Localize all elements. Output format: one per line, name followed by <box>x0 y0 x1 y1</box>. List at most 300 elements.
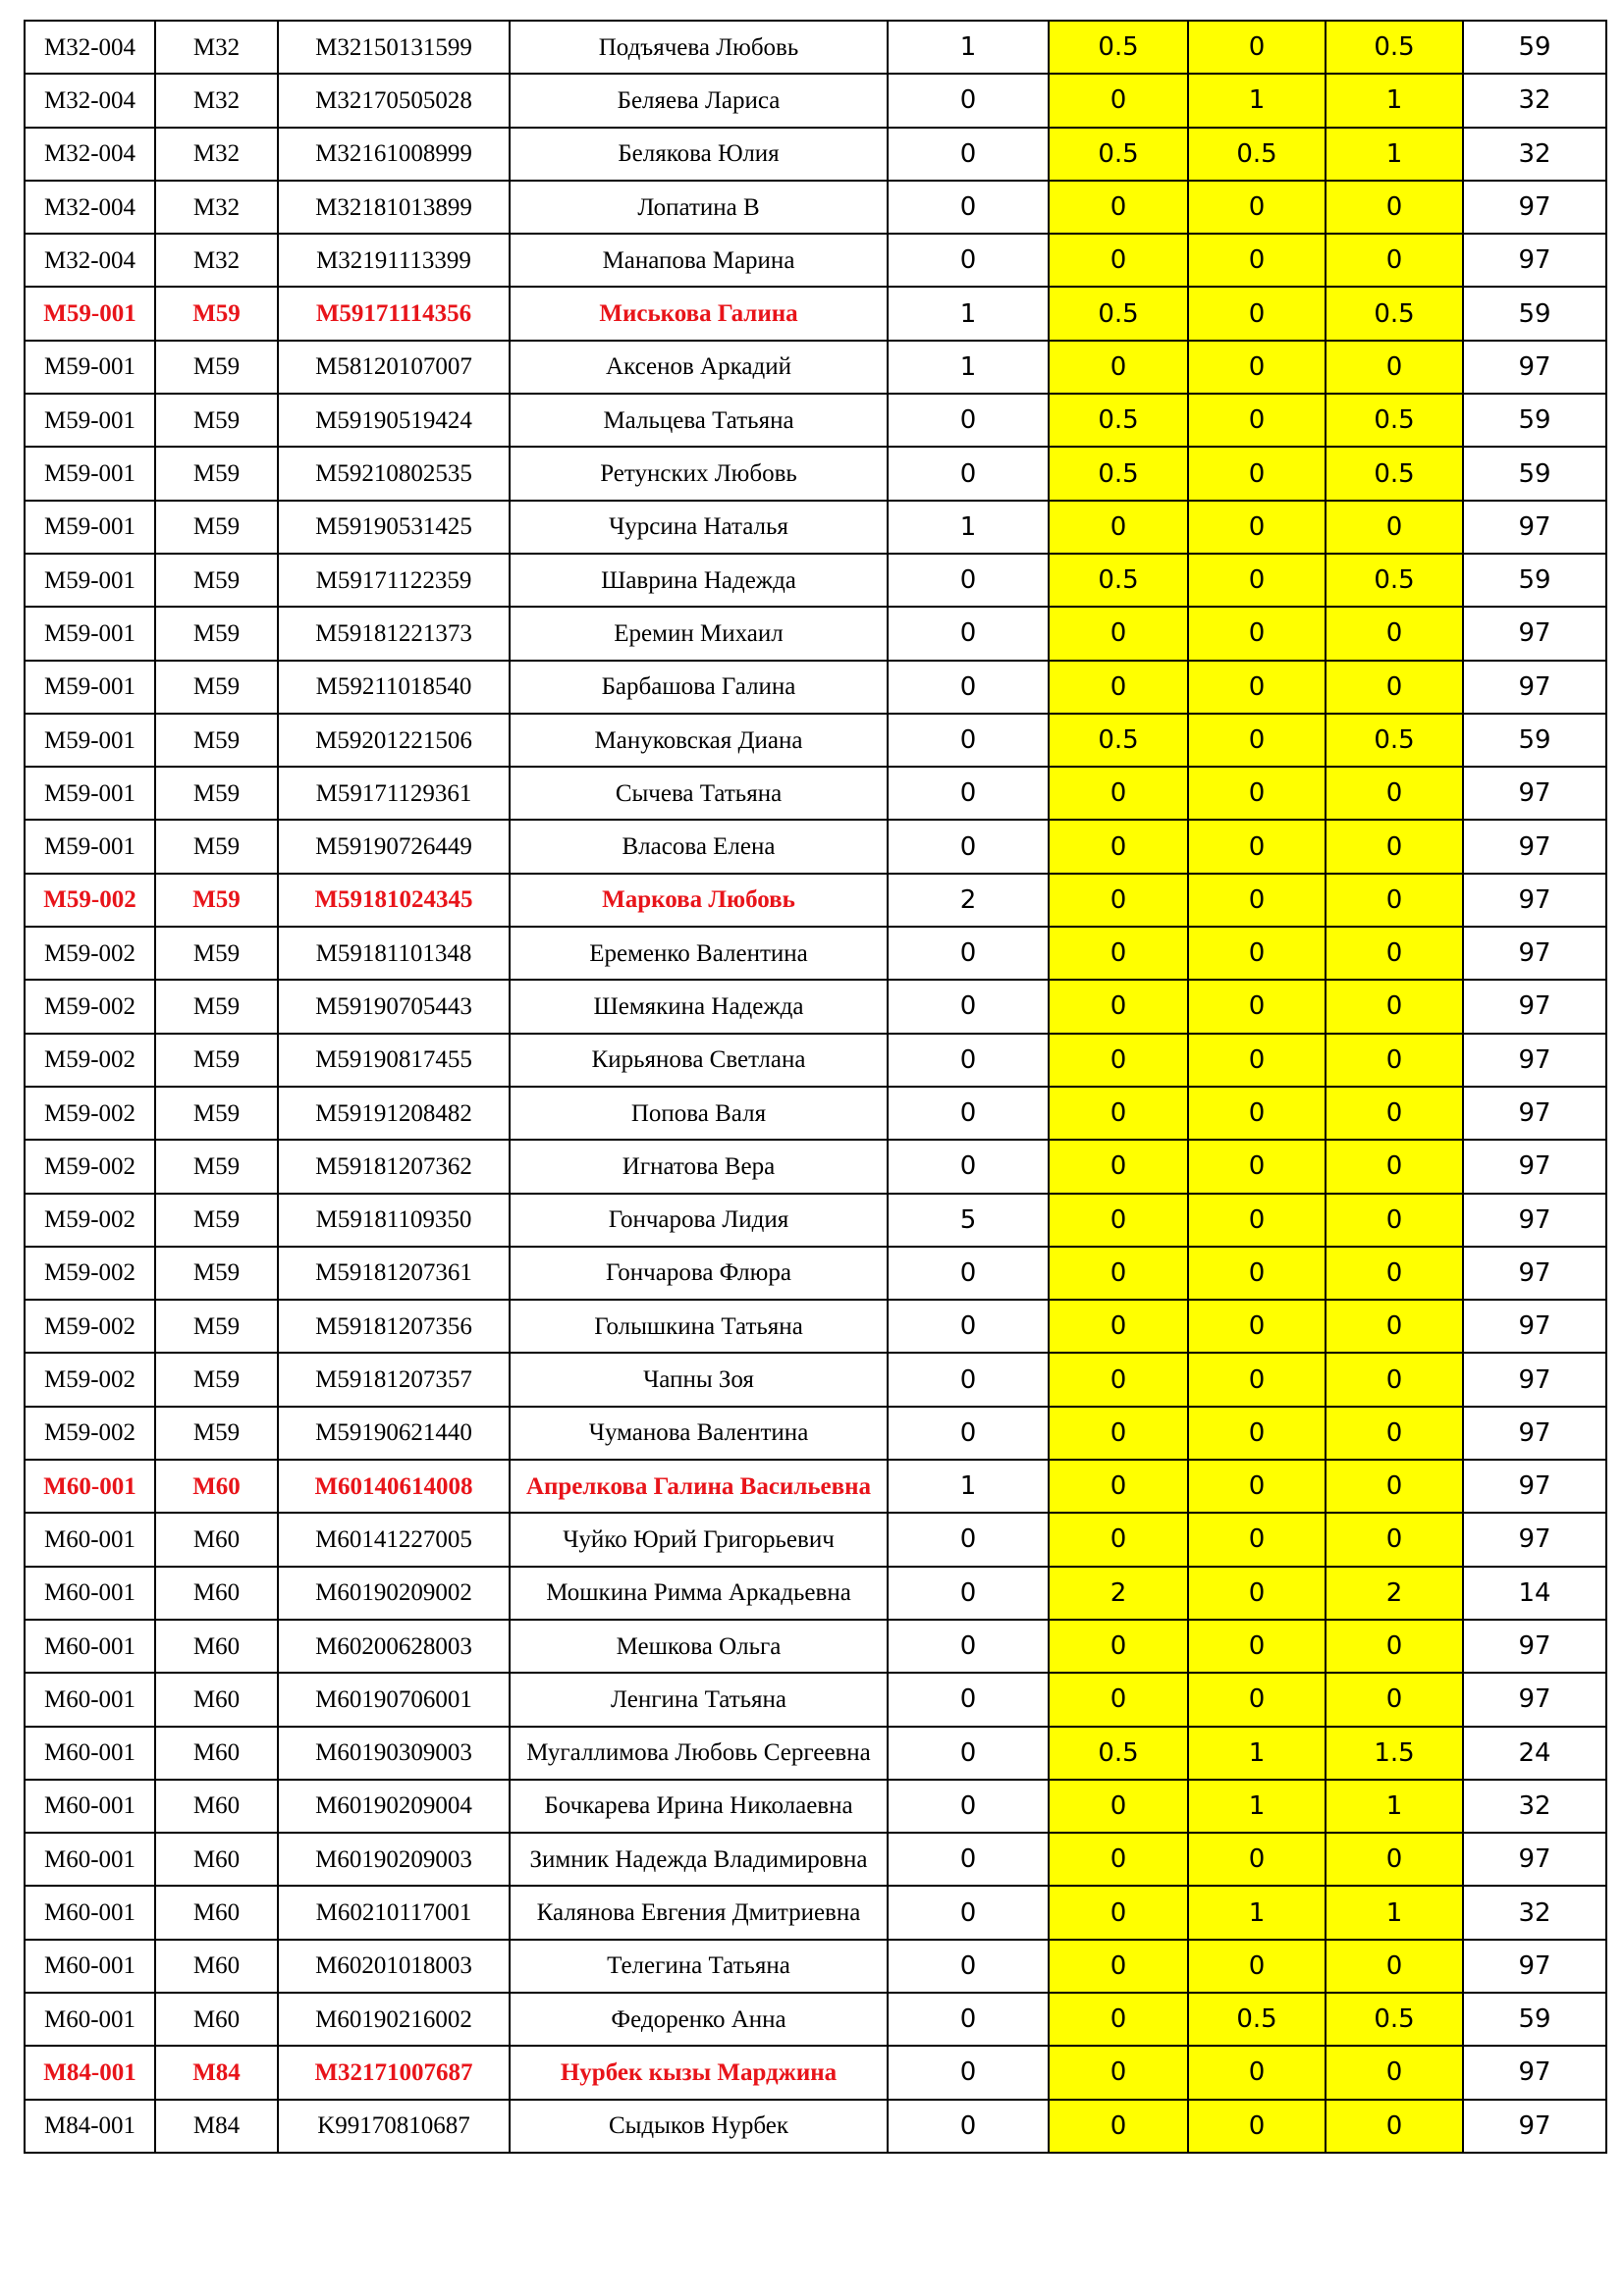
row-score-cell: 59 <box>1463 394 1606 447</box>
row-group-cell: M60 <box>155 1993 278 2046</box>
row-value-a-cell: 0 <box>1049 181 1188 234</box>
row-score-cell: 97 <box>1463 1353 1606 1406</box>
row-value-b-cell: 0 <box>1188 341 1326 394</box>
row-count-cell: 0 <box>888 181 1049 234</box>
row-group-cell: M59 <box>155 287 278 340</box>
row-value-b-cell: 0 <box>1188 1140 1326 1193</box>
table-row <box>25 714 1606 767</box>
table-row <box>25 1940 1606 1993</box>
row-group-cell: M59 <box>155 767 278 820</box>
row-score-cell: 97 <box>1463 767 1606 820</box>
row-code-cell: M59-001 <box>25 661 155 714</box>
row-value-b-cell: 0 <box>1188 1194 1326 1247</box>
row-code-cell: M60-001 <box>25 1620 155 1673</box>
row-value-c-cell: 0 <box>1326 1194 1463 1247</box>
row-name-cell: Беляева Лариса <box>510 74 888 127</box>
row-id-cell: M60201018003 <box>278 1940 510 1993</box>
row-value-b-cell: 0 <box>1188 1300 1326 1353</box>
row-code-cell: M32-004 <box>25 128 155 181</box>
row-value-c-cell: 0 <box>1326 2046 1463 2099</box>
row-value-b-cell: 0 <box>1188 607 1326 660</box>
row-value-a-cell: 0 <box>1049 2046 1188 2099</box>
row-value-c-cell: 0 <box>1326 927 1463 980</box>
table-row <box>25 1833 1606 1886</box>
row-value-b-cell: 0 <box>1188 1833 1326 1886</box>
table-row-group-leader <box>25 287 1606 340</box>
table-row <box>25 394 1606 447</box>
row-code-cell: M59-001 <box>25 394 155 447</box>
row-name-cell: Голышкина Татьяна <box>510 1300 888 1353</box>
row-value-a-cell: 0 <box>1049 1300 1188 1353</box>
row-code-cell: M59-001 <box>25 287 155 340</box>
row-score-cell: 97 <box>1463 661 1606 714</box>
row-score-cell: 24 <box>1463 1727 1606 1780</box>
row-name-cell: Мануковская Диана <box>510 714 888 767</box>
row-group-cell: M84 <box>155 2046 278 2099</box>
table-row-group-leader <box>25 2046 1606 2099</box>
row-name-cell: Маркова Любовь <box>510 874 888 927</box>
row-value-c-cell: 0.5 <box>1326 394 1463 447</box>
table-row <box>25 447 1606 500</box>
row-score-cell: 59 <box>1463 554 1606 607</box>
row-count-cell: 0 <box>888 1833 1049 1886</box>
row-id-cell: M32171007687 <box>278 2046 510 2099</box>
row-count-cell: 0 <box>888 1140 1049 1193</box>
row-score-cell: 97 <box>1463 1620 1606 1673</box>
table-row <box>25 1353 1606 1406</box>
row-id-cell: M59190705443 <box>278 980 510 1033</box>
row-code-cell: M60-001 <box>25 1673 155 1726</box>
table-row <box>25 21 1606 74</box>
row-id-cell: M59190726449 <box>278 820 510 873</box>
row-count-cell: 0 <box>888 234 1049 287</box>
row-group-cell: M59 <box>155 1407 278 1460</box>
row-count-cell: 0 <box>888 1087 1049 1140</box>
row-value-c-cell: 0 <box>1326 1513 1463 1566</box>
row-value-a-cell: 0.5 <box>1049 21 1188 74</box>
table-row <box>25 1034 1606 1087</box>
row-value-a-cell: 0 <box>1049 1993 1188 2046</box>
row-group-cell: M60 <box>155 1886 278 1939</box>
row-group-cell: M60 <box>155 1460 278 1513</box>
row-value-b-cell: 0 <box>1188 394 1326 447</box>
row-name-cell: Калянова Евгения Дмитриевна <box>510 1886 888 1939</box>
row-code-cell: M59-001 <box>25 554 155 607</box>
row-value-a-cell: 0 <box>1049 1940 1188 1993</box>
row-value-a-cell: 0 <box>1049 874 1188 927</box>
row-value-b-cell: 1 <box>1188 1780 1326 1833</box>
row-count-cell: 0 <box>888 767 1049 820</box>
row-score-cell: 59 <box>1463 21 1606 74</box>
row-group-cell: M59 <box>155 1087 278 1140</box>
row-group-cell: M59 <box>155 1034 278 1087</box>
row-id-cell: M59181207361 <box>278 1247 510 1300</box>
row-value-b-cell: 0 <box>1188 1620 1326 1673</box>
row-score-cell: 97 <box>1463 1833 1606 1886</box>
row-count-cell: 0 <box>888 1993 1049 2046</box>
row-id-cell: M60190706001 <box>278 1673 510 1726</box>
row-group-cell: M59 <box>155 927 278 980</box>
row-count-cell: 0 <box>888 820 1049 873</box>
row-code-cell: M59-001 <box>25 607 155 660</box>
row-value-b-cell: 0 <box>1188 1087 1326 1140</box>
row-score-cell: 32 <box>1463 1886 1606 1939</box>
row-name-cell: Гончарова Лидия <box>510 1194 888 1247</box>
row-value-a-cell: 0 <box>1049 1886 1188 1939</box>
row-group-cell: M32 <box>155 181 278 234</box>
row-count-cell: 0 <box>888 980 1049 1033</box>
row-score-cell: 97 <box>1463 1460 1606 1513</box>
row-name-cell: Мугаллимова Любовь Сергеевна <box>510 1727 888 1780</box>
row-code-cell: M60-001 <box>25 1993 155 2046</box>
row-count-cell: 0 <box>888 74 1049 127</box>
row-code-cell: M59-002 <box>25 1140 155 1193</box>
row-score-cell: 97 <box>1463 874 1606 927</box>
table-row <box>25 501 1606 554</box>
row-score-cell: 97 <box>1463 607 1606 660</box>
table-row <box>25 181 1606 234</box>
row-value-c-cell: 0 <box>1326 1034 1463 1087</box>
row-count-cell: 0 <box>888 1727 1049 1780</box>
row-code-cell: M60-001 <box>25 1513 155 1566</box>
row-value-b-cell: 0 <box>1188 287 1326 340</box>
row-name-cell: Шаврина Надежда <box>510 554 888 607</box>
row-value-b-cell: 0.5 <box>1188 128 1326 181</box>
row-name-cell: Мошкина Римма Аркадьевна <box>510 1567 888 1620</box>
row-value-a-cell: 0 <box>1049 1034 1188 1087</box>
row-value-c-cell: 0 <box>1326 1673 1463 1726</box>
row-value-a-cell: 0 <box>1049 501 1188 554</box>
table-row <box>25 1407 1606 1460</box>
table-body <box>25 21 1606 2153</box>
table-row <box>25 607 1606 660</box>
row-value-c-cell: 0.5 <box>1326 714 1463 767</box>
row-score-cell: 97 <box>1463 501 1606 554</box>
row-code-cell: M59-001 <box>25 714 155 767</box>
row-count-cell: 0 <box>888 661 1049 714</box>
table-row <box>25 234 1606 287</box>
row-score-cell: 97 <box>1463 2046 1606 2099</box>
row-value-c-cell: 0 <box>1326 1300 1463 1353</box>
row-code-cell: M59-002 <box>25 1300 155 1353</box>
row-name-cell: Апрелкова Галина Васильевна <box>510 1460 888 1513</box>
row-score-cell: 97 <box>1463 2100 1606 2153</box>
row-value-c-cell: 0.5 <box>1326 287 1463 340</box>
row-id-cell: M59211018540 <box>278 661 510 714</box>
table-row <box>25 1780 1606 1833</box>
row-name-cell: Чуйко Юрий Григорьевич <box>510 1513 888 1566</box>
row-name-cell: Миськова Галина <box>510 287 888 340</box>
table-row <box>25 980 1606 1033</box>
row-group-cell: M32 <box>155 74 278 127</box>
row-id-cell: M59190621440 <box>278 1407 510 1460</box>
row-id-cell: M32150131599 <box>278 21 510 74</box>
row-value-b-cell: 0 <box>1188 820 1326 873</box>
row-count-cell: 0 <box>888 1940 1049 1993</box>
row-id-cell: K99170810687 <box>278 2100 510 2153</box>
table-row <box>25 1194 1606 1247</box>
row-value-a-cell: 0 <box>1049 1460 1188 1513</box>
row-name-cell: Нурбек кызы Марджина <box>510 2046 888 2099</box>
row-score-cell: 14 <box>1463 1567 1606 1620</box>
row-value-c-cell: 0 <box>1326 1140 1463 1193</box>
row-code-cell: M59-002 <box>25 1034 155 1087</box>
row-count-cell: 0 <box>888 1567 1049 1620</box>
table-row <box>25 554 1606 607</box>
row-code-cell: M84-001 <box>25 2046 155 2099</box>
row-value-c-cell: 0.5 <box>1326 1993 1463 2046</box>
row-code-cell: M60-001 <box>25 1780 155 1833</box>
row-value-b-cell: 1 <box>1188 1886 1326 1939</box>
row-id-cell: M60190209003 <box>278 1833 510 1886</box>
row-name-cell: Чуманова Валентина <box>510 1407 888 1460</box>
row-count-cell: 0 <box>888 554 1049 607</box>
row-value-a-cell: 0 <box>1049 2100 1188 2153</box>
row-id-cell: M59181207362 <box>278 1140 510 1193</box>
row-id-cell: M32170505028 <box>278 74 510 127</box>
row-value-b-cell: 0 <box>1188 874 1326 927</box>
row-group-cell: M59 <box>155 661 278 714</box>
row-code-cell: M59-002 <box>25 1407 155 1460</box>
row-name-cell: Манапова Марина <box>510 234 888 287</box>
row-count-cell: 0 <box>888 1673 1049 1726</box>
row-id-cell: M58120107007 <box>278 341 510 394</box>
table-row <box>25 927 1606 980</box>
row-group-cell: M59 <box>155 607 278 660</box>
row-value-a-cell: 0 <box>1049 1247 1188 1300</box>
row-value-c-cell: 0 <box>1326 1460 1463 1513</box>
row-score-cell: 97 <box>1463 1513 1606 1566</box>
row-code-cell: M60-001 <box>25 1460 155 1513</box>
row-name-cell: Чурсина Наталья <box>510 501 888 554</box>
table-row <box>25 1567 1606 1620</box>
row-id-cell: M60190209004 <box>278 1780 510 1833</box>
row-value-c-cell: 0 <box>1326 661 1463 714</box>
row-code-cell: M59-002 <box>25 1353 155 1406</box>
row-id-cell: M59181221373 <box>278 607 510 660</box>
table-row <box>25 74 1606 127</box>
row-code-cell: M60-001 <box>25 1567 155 1620</box>
row-value-c-cell: 0 <box>1326 181 1463 234</box>
row-value-b-cell: 0 <box>1188 501 1326 554</box>
table-row <box>25 767 1606 820</box>
row-group-cell: M60 <box>155 1567 278 1620</box>
row-value-c-cell: 0 <box>1326 874 1463 927</box>
row-value-c-cell: 0 <box>1326 767 1463 820</box>
row-group-cell: M59 <box>155 554 278 607</box>
row-value-c-cell: 0 <box>1326 1247 1463 1300</box>
row-value-c-cell: 2 <box>1326 1567 1463 1620</box>
row-value-a-cell: 0.5 <box>1049 447 1188 500</box>
row-value-b-cell: 0 <box>1188 661 1326 714</box>
row-id-cell: M32181013899 <box>278 181 510 234</box>
row-value-c-cell: 0 <box>1326 341 1463 394</box>
row-value-b-cell: 0 <box>1188 2100 1326 2153</box>
row-group-cell: M59 <box>155 394 278 447</box>
row-score-cell: 97 <box>1463 234 1606 287</box>
row-id-cell: M59181109350 <box>278 1194 510 1247</box>
row-score-cell: 97 <box>1463 1247 1606 1300</box>
row-value-a-cell: 0 <box>1049 1194 1188 1247</box>
row-name-cell: Шемякина Надежда <box>510 980 888 1033</box>
table-row <box>25 1247 1606 1300</box>
row-value-a-cell: 0 <box>1049 1780 1188 1833</box>
row-group-cell: M59 <box>155 1353 278 1406</box>
row-value-b-cell: 0 <box>1188 234 1326 287</box>
row-id-cell: M59190531425 <box>278 501 510 554</box>
row-value-b-cell: 0 <box>1188 1460 1326 1513</box>
row-name-cell: Ленгина Татьяна <box>510 1673 888 1726</box>
row-value-c-cell: 0 <box>1326 1353 1463 1406</box>
row-code-cell: M59-002 <box>25 980 155 1033</box>
row-value-a-cell: 0 <box>1049 1833 1188 1886</box>
row-count-cell: 0 <box>888 1407 1049 1460</box>
row-value-a-cell: 2 <box>1049 1567 1188 1620</box>
row-value-c-cell: 1 <box>1326 74 1463 127</box>
table-row <box>25 2100 1606 2153</box>
row-value-a-cell: 0 <box>1049 1140 1188 1193</box>
row-score-cell: 97 <box>1463 1407 1606 1460</box>
row-value-c-cell: 0.5 <box>1326 21 1463 74</box>
row-score-cell: 97 <box>1463 181 1606 234</box>
row-score-cell: 32 <box>1463 74 1606 127</box>
row-code-cell: M59-002 <box>25 1194 155 1247</box>
row-group-cell: M59 <box>155 341 278 394</box>
row-group-cell: M59 <box>155 1300 278 1353</box>
table-row <box>25 1886 1606 1939</box>
row-name-cell: Телегина Татьяна <box>510 1940 888 1993</box>
row-name-cell: Аксенов Аркадий <box>510 341 888 394</box>
row-name-cell: Лопатина В <box>510 181 888 234</box>
row-count-cell: 0 <box>888 1353 1049 1406</box>
row-value-b-cell: 0 <box>1188 1407 1326 1460</box>
row-code-cell: M59-001 <box>25 447 155 500</box>
row-id-cell: M60190309003 <box>278 1727 510 1780</box>
table-row <box>25 128 1606 181</box>
row-group-cell: M59 <box>155 714 278 767</box>
row-score-cell: 97 <box>1463 1300 1606 1353</box>
row-code-cell: M59-002 <box>25 927 155 980</box>
row-score-cell: 97 <box>1463 1140 1606 1193</box>
table-row <box>25 1300 1606 1353</box>
row-id-cell: M59181207356 <box>278 1300 510 1353</box>
row-score-cell: 59 <box>1463 447 1606 500</box>
row-name-cell: Ретунских Любовь <box>510 447 888 500</box>
row-count-cell: 0 <box>888 1247 1049 1300</box>
row-score-cell: 59 <box>1463 1993 1606 2046</box>
row-code-cell: M59-002 <box>25 1087 155 1140</box>
row-id-cell: M60141227005 <box>278 1513 510 1566</box>
row-score-cell: 97 <box>1463 1034 1606 1087</box>
row-count-cell: 1 <box>888 501 1049 554</box>
row-id-cell: M59171122359 <box>278 554 510 607</box>
row-code-cell: M32-004 <box>25 21 155 74</box>
row-id-cell: M59191208482 <box>278 1087 510 1140</box>
row-name-cell: Еремин Михаил <box>510 607 888 660</box>
row-value-b-cell: 0 <box>1188 1247 1326 1300</box>
row-value-c-cell: 0 <box>1326 1407 1463 1460</box>
row-value-b-cell: 0 <box>1188 21 1326 74</box>
row-code-cell: M60-001 <box>25 1833 155 1886</box>
row-value-c-cell: 0 <box>1326 607 1463 660</box>
row-name-cell: Сычева Татьяна <box>510 767 888 820</box>
row-value-a-cell: 0.5 <box>1049 394 1188 447</box>
row-id-cell: M60140614008 <box>278 1460 510 1513</box>
row-group-cell: M84 <box>155 2100 278 2153</box>
row-code-cell: M59-001 <box>25 767 155 820</box>
table-row <box>25 1727 1606 1780</box>
row-score-cell: 59 <box>1463 714 1606 767</box>
row-score-cell: 59 <box>1463 287 1606 340</box>
row-group-cell: M59 <box>155 820 278 873</box>
row-value-b-cell: 0 <box>1188 2046 1326 2099</box>
row-code-cell: M84-001 <box>25 2100 155 2153</box>
row-value-c-cell: 0 <box>1326 1833 1463 1886</box>
row-value-b-cell: 0 <box>1188 1513 1326 1566</box>
row-name-cell: Зимник Надежда Владимировна <box>510 1833 888 1886</box>
row-name-cell: Гончарова Флюра <box>510 1247 888 1300</box>
row-value-b-cell: 0 <box>1188 1567 1326 1620</box>
row-value-b-cell: 0.5 <box>1188 1993 1326 2046</box>
row-count-cell: 0 <box>888 927 1049 980</box>
row-code-cell: M59-001 <box>25 341 155 394</box>
row-value-c-cell: 0.5 <box>1326 554 1463 607</box>
row-value-b-cell: 0 <box>1188 447 1326 500</box>
row-value-a-cell: 0 <box>1049 661 1188 714</box>
row-value-c-cell: 0 <box>1326 820 1463 873</box>
row-score-cell: 32 <box>1463 128 1606 181</box>
row-code-cell: M32-004 <box>25 234 155 287</box>
row-value-c-cell: 0 <box>1326 501 1463 554</box>
row-value-a-cell: 0 <box>1049 1087 1188 1140</box>
row-value-c-cell: 1 <box>1326 1780 1463 1833</box>
row-group-cell: M60 <box>155 1940 278 1993</box>
table-row-group-leader <box>25 1460 1606 1513</box>
row-name-cell: Игнатова Вера <box>510 1140 888 1193</box>
row-group-cell: M59 <box>155 980 278 1033</box>
row-group-cell: M59 <box>155 1247 278 1300</box>
table-row-group-leader <box>25 874 1606 927</box>
table-row <box>25 1993 1606 2046</box>
row-count-cell: 0 <box>888 447 1049 500</box>
row-count-cell: 5 <box>888 1194 1049 1247</box>
row-value-c-cell: 0 <box>1326 980 1463 1033</box>
row-count-cell: 0 <box>888 1780 1049 1833</box>
row-count-cell: 0 <box>888 1034 1049 1087</box>
row-score-cell: 97 <box>1463 980 1606 1033</box>
row-score-cell: 97 <box>1463 1940 1606 1993</box>
row-count-cell: 0 <box>888 714 1049 767</box>
row-name-cell: Мальцева Татьяна <box>510 394 888 447</box>
row-value-b-cell: 1 <box>1188 1727 1326 1780</box>
row-value-b-cell: 0 <box>1188 181 1326 234</box>
row-group-cell: M59 <box>155 1140 278 1193</box>
row-id-cell: M59190519424 <box>278 394 510 447</box>
row-group-cell: M59 <box>155 447 278 500</box>
row-id-cell: M59181207357 <box>278 1353 510 1406</box>
row-value-c-cell: 1.5 <box>1326 1727 1463 1780</box>
row-name-cell: Бочкарева Ирина Николаевна <box>510 1780 888 1833</box>
row-count-cell: 0 <box>888 2100 1049 2153</box>
row-score-cell: 32 <box>1463 1780 1606 1833</box>
row-value-b-cell: 0 <box>1188 1673 1326 1726</box>
row-group-cell: M32 <box>155 234 278 287</box>
row-group-cell: M59 <box>155 1194 278 1247</box>
row-value-a-cell: 0 <box>1049 341 1188 394</box>
row-name-cell: Власова Елена <box>510 820 888 873</box>
row-id-cell: M59210802535 <box>278 447 510 500</box>
row-id-cell: M60210117001 <box>278 1886 510 1939</box>
